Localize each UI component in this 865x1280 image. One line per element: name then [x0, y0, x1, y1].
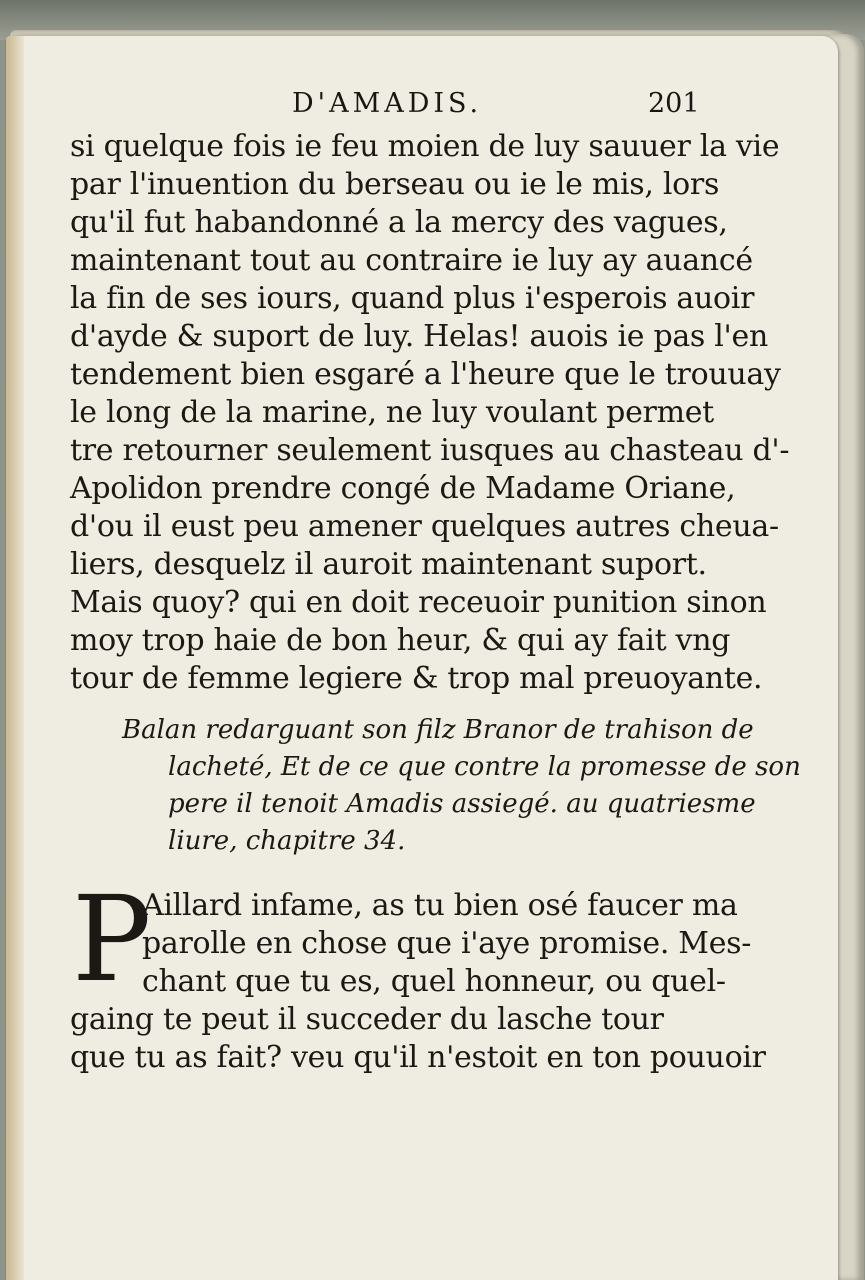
rubric-line: pere il tenoit Amadis assiegé. au quatriesme: [168, 789, 756, 819]
text-line: gaing te peut il succeder du lasche tour: [70, 1002, 664, 1037]
text-line: Apolidon prendre congé de Madame Oriane,: [70, 471, 736, 506]
text-line: tendement bien esgaré a l'heure que le trouuay: [70, 357, 781, 392]
rubric-line: lacheté, Et de ce que contre la promesse de son: [168, 752, 801, 782]
text-line: liers, desquelz il auroit maintenant suport.: [70, 547, 707, 582]
text-line: chant que tu es, quel honneur, ou quel-: [142, 964, 726, 999]
text-line: Aillard infame, as tu bien osé faucer ma: [142, 888, 738, 923]
rubric-line: liure, chapitre 34.: [168, 826, 406, 856]
text-line: que tu as fait? veu qu'il n'estoit en ton pouuoir: [70, 1040, 766, 1075]
text-line: d'ayde & suport de luy. Helas! auois ie pas l'en: [70, 319, 768, 354]
text-line: qu'il fut habandonné a la mercy des vagues,: [70, 205, 728, 240]
chapter-rubric: [122, 712, 801, 860]
running-head: D'AMADIS.: [292, 88, 483, 119]
text-line: tour de femme legiere & trop mal preuoyante.: [70, 661, 763, 696]
page-gutter: [6, 36, 24, 1280]
text-line: le long de la marine, ne luy voulant permet: [70, 395, 714, 430]
text-line: tre retourner seulement iusques au chasteau d'-: [70, 433, 790, 468]
text-line: Mais quoy? qui en doit receuoir punition sinon: [70, 585, 767, 620]
text-line: par l'inuention du berseau ou ie le mis, lors: [70, 167, 720, 202]
text-line: maintenant tout au contraire ie luy ay auancé: [70, 243, 753, 278]
text-line: si quelque fois ie feu moien de luy sauuer la vie: [70, 129, 780, 164]
drop-capital: P: [72, 870, 152, 1008]
text-line: la fin de ses iours, quand plus i'esperois auoir: [70, 281, 755, 316]
rubric-line: Balan redarguant son filz Branor de trahison de: [122, 715, 754, 745]
chapter-text: [70, 870, 766, 1077]
text-line: parolle en chose que i'aye promise. Mes-: [142, 926, 752, 961]
text-line: d'ou il eust peu amener quelques autres cheua-: [70, 509, 779, 544]
page-header: [0, 88, 865, 128]
text-line: moy trop haie de bon heur, & qui ay fait vng: [70, 623, 731, 658]
page-number: 201: [648, 88, 700, 119]
body-text: [70, 128, 790, 698]
